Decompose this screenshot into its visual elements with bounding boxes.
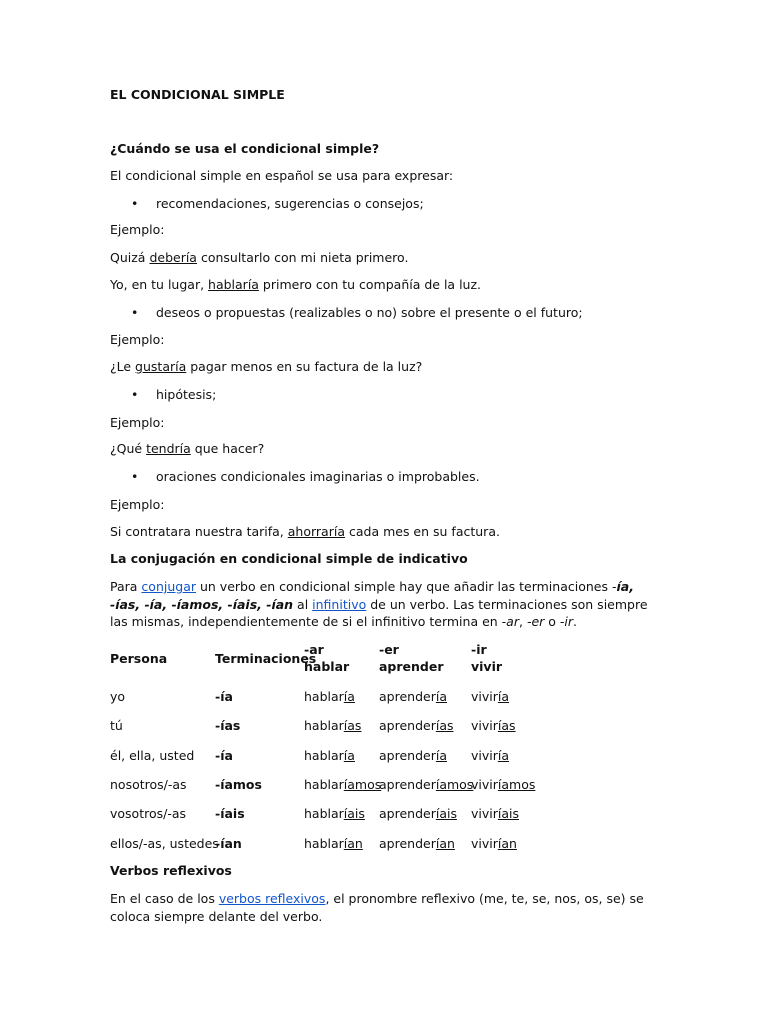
table-cell-ir-form: viviría (471, 747, 510, 763)
list-item-recommendations: • recomendaciones, sugerencias o consejos; (156, 196, 424, 211)
table-cell-er-form: aprenderían (379, 835, 455, 851)
table-header-er-verb: aprender (379, 659, 444, 674)
table-cell-persona: tú (110, 718, 123, 734)
underlined-verb: debería (149, 250, 197, 265)
table-cell-ending: -ía (215, 747, 233, 763)
table-cell-ar-form: hablaríamos (304, 776, 382, 792)
table-cell-ar-form: hablaríais (304, 806, 365, 822)
table-cell-ending: -íamos (215, 776, 262, 792)
table-cell-er-form: aprenderíamos (379, 776, 474, 792)
table-cell-persona: nosotros/-as (110, 776, 187, 792)
example-label: Ejemplo: (110, 332, 165, 347)
example-label: Ejemplo: (110, 497, 165, 512)
table-cell-er-form: aprendería (379, 747, 447, 763)
link-conjugar[interactable]: conjugar (141, 579, 196, 594)
table-cell-er-form: aprenderíais (379, 806, 457, 822)
example-sentence: Quizá debería consultarlo con mi nieta primero. (110, 250, 409, 265)
table-cell-ending: -íais (215, 806, 245, 822)
table-cell-persona: yo (110, 689, 126, 704)
table-cell-ending: -ías (215, 718, 241, 734)
section-heading-conjugation: La conjugación en condicional simple de indicativo (110, 551, 468, 566)
section-heading-reflexive: Verbos reflexivos (110, 863, 232, 878)
table-cell-persona: vosotros/-as (110, 806, 187, 822)
link-verbos-reflexivos[interactable]: verbos reflexivos (218, 891, 326, 906)
table-header-ir: -ir (471, 642, 487, 657)
table-cell-persona: ellos/-as, ustedes (110, 835, 219, 851)
intro-text: El condicional simple en español se usa para expresar: (110, 168, 454, 183)
page-title: EL CONDICIONAL SIMPLE (110, 87, 285, 102)
list-item-conditionals: • oraciones condicionales imaginarias o improbables. (156, 469, 480, 484)
table-cell-er-form: aprenderías (379, 718, 454, 734)
conjugation-paragraph: Para conjugar un verbo en condicional simple hay que añadir las terminaciones -ía, -ías, -ía, -íamos, -íais, -ían al infinitivo de un verbo. Las terminaciones son siempre las mismas, independientemente de si el infinitivo termina en -ar, -er o -ir. (110, 579, 648, 629)
example-label: Ejemplo: (110, 415, 165, 430)
list-item-wishes: • deseos o propuestas (realizables o no) sobre el presente o el futuro; (156, 305, 583, 320)
table-cell-ir-form: vivirían (471, 835, 517, 851)
reflexive-paragraph: En el caso de los verbos reflexivos, el pronombre reflexivo (me, te, se, nos, os, se) se coloca siempre delante del verbo. (110, 891, 644, 924)
table-header-ar-verb: hablar (304, 659, 350, 674)
table-cell-persona: él, ella, usted (110, 747, 195, 763)
list-item-hypothesis: • hipótesis; (156, 387, 216, 402)
underlined-verb: hablaría (208, 277, 259, 292)
example-sentence: ¿Le gustaría pagar menos en su factura de la luz? (110, 359, 423, 374)
table-cell-ar-form: hablaría (304, 747, 355, 763)
example-label: Ejemplo: (110, 222, 165, 237)
table-header-ir-verb: vivir (471, 659, 503, 674)
table-cell-ir-form: viviríais (471, 806, 520, 822)
table-cell-ar-form: hablarías (304, 718, 362, 734)
table-cell-er-form: aprendería (379, 689, 447, 704)
table-header-ar: -ar (304, 642, 324, 657)
example-sentence: Si contratara nuestra tarifa, ahorraría cada mes en su factura. (110, 524, 500, 539)
table-cell-ir-form: viviríamos (471, 776, 536, 792)
endings-list: ía, -ías, -ía, -íamos, -íais, -ían (110, 579, 634, 612)
example-sentence: ¿Qué tendría que hacer? (110, 441, 265, 456)
section-heading-usage: ¿Cuándo se usa el condicional simple? (110, 141, 380, 156)
table-cell-ir-form: viviría (471, 689, 510, 704)
table-cell-ir-form: vivirías (471, 718, 516, 734)
underlined-verb: gustaría (135, 359, 187, 374)
link-infinitivo[interactable]: infinitivo (312, 596, 367, 612)
table-cell-ending: -ía (215, 689, 233, 704)
table-cell-ar-form: hablarían (304, 835, 363, 851)
table-header-terminaciones: Terminaciones (215, 651, 317, 666)
example-sentence: Yo, en tu lugar, hablaría primero con tu compañía de la luz. (110, 277, 481, 292)
table-header-persona: Persona (110, 651, 168, 666)
underlined-verb: tendría (146, 441, 191, 456)
table-header-er: -er (379, 642, 399, 657)
table-cell-ar-form: hablaría (304, 689, 355, 704)
underlined-verb: ahorraría (287, 524, 345, 539)
table-cell-ending: -ían (215, 835, 242, 851)
